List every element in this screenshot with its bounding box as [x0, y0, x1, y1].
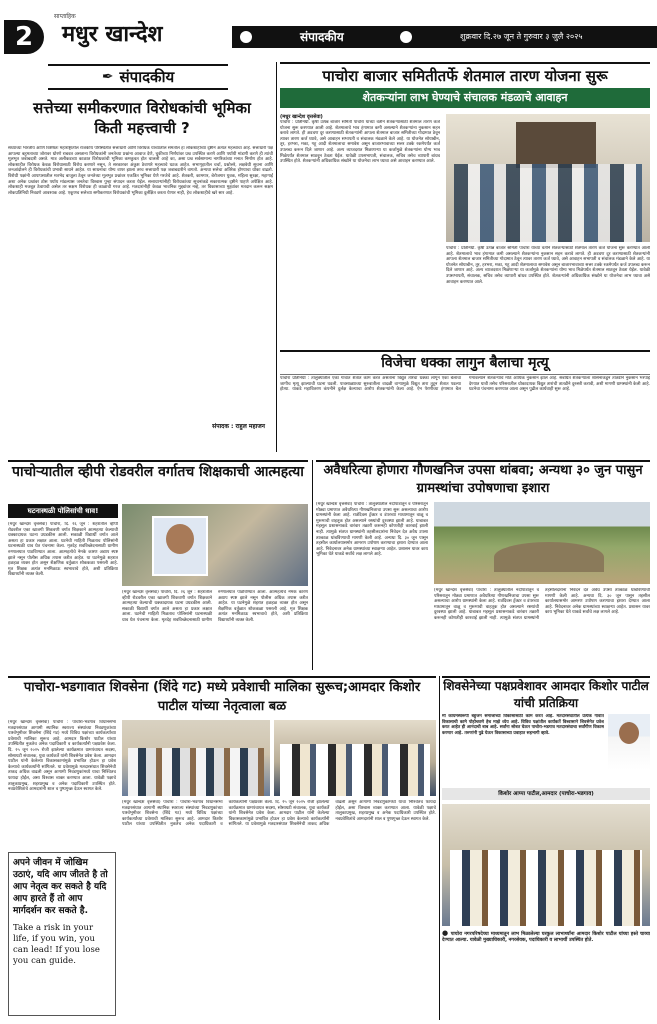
vip-road-photo: [122, 504, 308, 586]
issue-date: शुक्रवार दि.२७ जून ते गुरुवार ३ जुलै २०२५: [460, 32, 583, 41]
photo-people: [128, 748, 264, 796]
header-bar: [232, 26, 657, 48]
brand-logo: मधुर खान्देश: [62, 21, 163, 47]
quote-hindi: अपने जीवन में जोखिम उठाएं, यदि आप जीतते है तो आप नेतृत्व कर सकते है यदि आप हारते हैं तो आप मार्गदर्शन कर सकते है.: [13, 858, 108, 916]
editorial-label: संपादकीय: [119, 68, 175, 86]
reaction-quote: मी कायमस्वरूपी बहुजन समाजाच्या विकासासाठी काम करत आहे. मतदारसंघातील प्रत्येक गावात विकासाची कामे पोहोचवणे हेच माझे ध्येय आहे. विविध पक्षांतील कार्यकर्ते विश्वासाने शिवसेनेत प्रवेश करत आहेत ही आनंदाची बाब आहे. सर्वांना सोबत घेऊन पाचोरा-भडगाव मतदारसंघाचा सर्वांगीण विकास करणार आहे. तरुणांनी पुढे येऊन विकासाच्या प्रवाहात सहभागी व्हावे.: [442, 714, 604, 736]
lead-story: [280, 62, 650, 347]
lead-dateline: (मधुर खान्देश वृत्तसेवा): [280, 114, 323, 120]
shivsena-photo-2: [274, 720, 436, 796]
lead-body-right: पाचोरा : प्रतिनिधी. कृषी उत्पन्न बाजार समिती पाचोरा यांच्या वतीने शेतकऱ्यांसाठी शेतमाल तारण कर्ज योजना सुरू करण्यात आली आहे. शेतमालाचे भाव हंगामात कमी असल्याने शेतकऱ्यांना नुकसान सहन करावे लागते. ही अडचण दूर करण्यासाठी शेतकऱ्यांनी आपला शेतमाल बाजार समितीच्या गोदामात ठेवून त्यावर तारण कर्ज घ्यावे, असे आवाहन सभापती व संचालक मंडळाने केले आहे. या योजनेत सोयाबीन, तूर, हरभरा, मका, गहू आदी शेतमालाचा समावेश असून बाजारभावाच्या सत्तर टक्के रकमेपर्यंत कर्ज उपलब्ध करून दिले जाणार आहे. अल्प व्याजदरात मिळणाऱ्या या कर्जामुळे शेतकऱ्यांना योग्य भाव मिळेपर्यंत शेतमाल साठवून ठेवता येईल. यावेळी उपसभापती, संचालक, सचिव तसेच व्यापारी बांधव उपस्थित होते. शेतकऱ्यांनी अधिकाधिक संख्येने या योजनेचा लाभ घ्यावा असे आवाहन करण्यात आले.: [446, 246, 650, 285]
page-number: 2: [4, 20, 44, 54]
housing-caption-text: पाचोरा नगरपरिषदेच्या माध्यमातून लाभ मिळालेल्या घरकुल लाभार्थ्यांना आमदार किशोर पाटील यांच्या हस्ते चाव्या देण्यात आल्या. यावेळी मुख्याधिकारी, नगरसेवक, पदाधिकारी व लाभार्थी उपस्थित होते.: [442, 932, 650, 943]
mining-body-2: (मधुर खान्देश वृत्तसेवा) पाचोरा : तालुक्यातील नदीपात्रातून व परिसरातून मोठ्या प्रमाणात अवैधरित्या गौणखनिजाचा उपसा सुरू असल्याचा आरोप ग्रामस्थांनी केला आहे. रात्रंदिवस ट्रॅक्टर व डंपरच्या माध्यमातून वाळू व मुरूमाची वाहतूक होत असल्याने रस्त्यांची दुरवस्था झाली आहे. याबाबत महसूल प्रशासनाकडे वारंवार तक्रारी करूनही कोणतीही कारवाई झाली नाही. त्यामुळे संतप्त ग्रामस्थांनी तहसीलदारांना निवेदन देत अवैध उपसा तात्काळ थांबविण्याची मागणी केली आहे. अन्यथा दि. ३० जून पासून तहसील कार्यालयासमोर आमरण उपोषण करण्याचा इशारा देण्यात आला आहे. निवेदनावर अनेक ग्रामस्थांच्या स्वाक्षऱ्या आहेत. प्रशासन यावर काय भूमिका घेते याकडे सर्वांचे लक्ष लागले आहे.: [434, 588, 650, 621]
mound-shape: [494, 542, 604, 572]
housing-caption: [442, 930, 650, 1016]
photo-backdrop: [516, 122, 596, 168]
quill-icon: ✒: [101, 69, 114, 85]
mining-photo: [434, 502, 650, 584]
shivsena-headline: पाचोरा-भडगावात शिवसेना (शिंदे गट) मध्ये प्रवेशाची मालिका सुरूच;आमदार किशोर पाटील यांच्या नेतृत्वाला बळ: [8, 676, 436, 716]
editorial-headline: सत्तेच्या समीकरणात विरोधकांची भूमिका किती महत्त्वाची ?: [33, 99, 251, 137]
reaction-story: [442, 676, 650, 1020]
lightning-story: [280, 350, 650, 450]
quote-box: [8, 852, 116, 1016]
lead-headline: पाचोरा बाजार समितीतर्फे शेतमाल तारण योजना सुरू: [280, 62, 650, 88]
shivsena-body-2: (मधुर खान्देश वृत्तसेवा) पाचोरा : पाचोरा-भडगाव विधानसभा मतदारसंघात आगामी स्थानिक स्वराज्य संस्थांच्या निवडणुकांच्या पार्श्वभूमीवर शिवसेना (शिंदे गट) मध्ये विविध पक्षांच्या कार्यकर्त्यांच्या प्रवेशाची मालिका सुरूच आहे. आमदार किशोर पाटील यांच्या उपस्थितीत नुकतेच अनेक पदाधिकारी व कार्यकर्त्यांनी पक्षप्रवेश केला. दि. २५ जून २०२५ रोजी झालेल्या कार्यक्रमात ग्रामपंचायत सदस्य, सोसायटी संचालक, युवा कार्यकर्ते यांनी शिवसेनेत प्रवेश केला. आमदार पाटील यांनी केलेल्या विकासकामांमुळे प्रभावित होऊन हा प्रवेश केल्याचे कार्यकर्त्यांनी सांगितले. या प्रवेशामुळे मतदारसंघात शिवसेनेची ताकद अधिक वाढली असून आगामी निवडणुकांमध्ये याचा निश्चितच फायदा होईल, असा विश्वास व्यक्त करण्यात आला. यावेळी पक्षाचे तालुकाप्रमुख, शहरप्रमुख व अनेक पदाधिकारी उपस्थित होते. नवप्रवेशितांचे आमदारांनी शाल व पुष्पगुच्छ देऊन स्वागत केले.: [122, 800, 436, 828]
brand-tagline: साप्ताहिक: [54, 13, 76, 20]
vip-road-body-2: (मधुर खान्देश वृत्तसेवा) पाचोरा, दि. २६ जून : शहरातील व्हीपी रोडवरील एका खाजगी शिकवणी वर्गात शिक्षकाने आत्महत्या केल्याची धक्कादायक घटना उघडकीस आली. सकाळी विद्यार्थी वर्गात आले असता हा प्रकार लक्षात आला. घटनेची माहिती मिळताच पोलिसांनी घटनास्थळी धाव घेत पंचनामा केला. मृतदेह शवविच्छेदनासाठी ग्रामीण रुग्णालयात पाठविण्यात आला. आत्महत्येचे नेमके कारण अद्याप स्पष्ट झाले नसून पोलीस अधिक तपास करीत आहेत. या घटनेमुळे शहरात हळहळ व्यक्त होत असून शैक्षणिक वर्तुळात शोककळा पसरली आहे. मृत शिक्षक अत्यंत मनमिळाऊ स्वभावाचे होते, अशी प्रतिक्रिया विद्यार्थ्यांनी व्यक्त केली.: [122, 590, 308, 623]
editorial-body: सध्याच्या भारतीय आणि विशेषतः महाराष्ट्रातील राजकीय परिस्थितीत सत्ताधारी आणि विरोधक यांच्यातील समतोल हा लोकशाहीच्या दृष्टीने अत्यंत महत्त्वाचा आहे. सत्ताधारी पक्ष आपल्या बहुमताच्या जोरावर धोरणे राबवत असताना विरोधकांनी जनतेच्या प्रश्नांना आवाज देणे, चुकीच्या निर्णयांवर प्रश्न उपस्थित करणे आणि पर्यायी मांडणी करणे ही त्यांची मूलभूत जबाबदारी असते. मात्र अलीकडच्या काळात विरोधकांची भूमिका कमकुवत होत चालली आहे का, असा प्रश्न सर्वसामान्य नागरिकांच्या मनात निर्माण होत आहे. लोकशाहीत विरोधक केवळ विरोधासाठी विरोध करणारे नसून, ते सरकारवर अंकुश ठेवणारे महत्त्वाचे घटक आहेत. सभागृहातील चर्चा, प्रश्नोत्तरे, लक्षवेधी सूचना आणि जनआंदोलने ही विरोधकांची प्रभावी साधने आहेत. या साधनांचा योग्य वापर झाला तरच सत्ताधारी पक्ष जबाबदारीने वागतो. अन्यथा सत्तेचा अतिरेक होण्याचा धोका वाढतो. विरोधी पक्षांनी आपापसातील मतभेद बाजूला ठेवून जनतेच्या मूलभूत प्रश्नांवर एकत्रित भूमिका घेणे गरजेचे आहे. शेतकरी, कामगार, बेरोजगार युवक, महिला सुरक्षा, महागाई अशा अनेक प्रश्नांवर ठोस पर्याय मांडल्यास जनतेचा विश्वास पुन्हा संपादन करता येईल. सत्ताधाऱ्यांनीही विरोधकांच्या सूचनांकडे सकारात्मक दृष्टीने पाहणे अपेक्षित आहे. लोकशाही मजबूत ठेवायची असेल तर सक्षम विरोधक ही काळाची गरज आहे. मतदारांनीही केवळ भावनिक मुद्द्यांवर नव्हे, तर विकासाच्या मुद्द्यांवर मतदान करून सक्षम लोकप्रतिनिधी निवडणे आवश्यक आहे. एकूणच सत्तेच्या समीकरणात विरोधकांची भूमिका दुर्लक्षित करता येणार नाही, हेच लोकशाहीचे खरे सार आहे.: [8, 146, 273, 196]
mla-portrait: [608, 714, 650, 770]
masthead: [0, 0, 657, 58]
mining-body: (मधुर खान्देश वृत्तसेवा) पाचोरा : तालुक्यातील नदीपात्रातून व परिसरातून मोठ्या प्रमाणात अवैधरित्या गौणखनिजाचा उपसा सुरू असल्याचा आरोप ग्रामस्थांनी केला आहे. रात्रंदिवस ट्रॅक्टर व डंपरच्या माध्यमातून वाळू व मुरूमाची वाहतूक होत असल्याने रस्त्यांची दुरवस्था झाली आहे. याबाबत महसूल प्रशासनाकडे वारंवार तक्रारी करूनही कोणतीही कारवाई झाली नाही. त्यामुळे संतप्त ग्रामस्थांनी तहसीलदारांना निवेदन देत अवैध उपसा तात्काळ थांबविण्याची मागणी केली आहे. अन्यथा दि. ३० जून पासून तहसील कार्यालयासमोर आमरण उपोषण करण्याचा इशारा देण्यात आला आहे. निवेदनावर अनेक ग्रामस्थांच्या स्वाक्षऱ्या आहेत. प्रशासन यावर काय भूमिका घेते याकडे सर्वांचे लक्ष लागले आहे.: [316, 502, 428, 558]
ornament-icon: [240, 31, 252, 43]
section-label: संपादकीय: [300, 30, 344, 44]
photo-people: [454, 164, 642, 242]
reaction-headline: शिवसेनेच्या पक्षप्रवेशावर आमदार किशोर पाटील यांची प्रतिक्रिया: [442, 676, 650, 712]
portrait-face: [619, 722, 639, 744]
editorial-section: [8, 64, 273, 434]
shivsena-story: [8, 676, 436, 1020]
vip-road-tag: घटनास्थळी पोलिसांची धाव!: [8, 504, 118, 518]
shivsena-body: (मधुर खान्देश वृत्तसेवा) पाचोरा : पाचोरा-भडगाव विधानसभा मतदारसंघात आगामी स्थानिक स्वराज्य संस्थांच्या निवडणुकांच्या पार्श्वभूमीवर शिवसेना (शिंदे गट) मध्ये विविध पक्षांच्या कार्यकर्त्यांच्या प्रवेशाची मालिका सुरूच आहे. आमदार किशोर पाटील यांच्या उपस्थितीत नुकतेच अनेक पदाधिकारी व कार्यकर्त्यांनी पक्षप्रवेश केला. दि. २५ जून २०२५ रोजी झालेल्या कार्यक्रमात ग्रामपंचायत सदस्य, सोसायटी संचालक, युवा कार्यकर्ते यांनी शिवसेनेत प्रवेश केला. आमदार पाटील यांनी केलेल्या विकासकामांमुळे प्रभावित होऊन हा प्रवेश केल्याचे कार्यकर्त्यांनी सांगितले. या प्रवेशामुळे मतदारसंघात शिवसेनेची ताकद अधिक वाढली असून आगामी निवडणुकांमध्ये याचा निश्चितच फायदा होईल, असा विश्वास व्यक्त करण्यात आला. यावेळी पक्षाचे तालुकाप्रमुख, शहरप्रमुख व अनेक पदाधिकारी उपस्थित होते. नवप्रवेशितांचे आमदारांनी शाल व पुष्पगुच्छ देऊन स्वागत केले.: [8, 720, 116, 793]
vip-road-story: [8, 460, 308, 623]
photo-people: [280, 744, 430, 796]
lead-body-left: पाचोरा : प्रतिनिधी. कृषी उत्पन्न बाजार समिती पाचोरा यांच्या वतीने शेतकऱ्यांसाठी शेतमाल तारण कर्ज योजना सुरू करण्यात आली आहे. शेतमालाचे भाव हंगामात कमी असल्याने शेतकऱ्यांना नुकसान सहन करावे लागते. ही अडचण दूर करण्यासाठी शेतकऱ्यांनी आपला शेतमाल बाजार समितीच्या गोदामात ठेवून त्यावर तारण कर्ज घ्यावे, असे आवाहन सभापती व संचालक मंडळाने केले आहे. या योजनेत सोयाबीन, तूर, हरभरा, मका, गहू आदी शेतमालाचा समावेश असून बाजारभावाच्या सत्तर टक्के रकमेपर्यंत कर्ज उपलब्ध करून दिले जाणार आहे. अल्प व्याजदरात मिळणाऱ्या या कर्जामुळे शेतकऱ्यांना योग्य भाव मिळेपर्यंत शेतमाल साठवून ठेवता येईल. यावेळी उपसभापती, संचालक, सचिव तसेच व्यापारी बांधव उपस्थित होते. शेतकऱ्यांनी अधिकाधिक संख्येने या योजनेचा लाभ घ्यावा असे आवाहन करण्यात आले.: [280, 120, 440, 165]
ornament-icon: [400, 31, 412, 43]
photo-people: [450, 850, 642, 926]
vip-road-body: (मधुर खान्देश वृत्तसेवा) पाचोरा, दि. २६ जून : शहरातील व्हीपी रोडवरील एका खाजगी शिकवणी वर्गात शिक्षकाने आत्महत्या केल्याची धक्कादायक घटना उघडकीस आली. सकाळी विद्यार्थी वर्गात आले असता हा प्रकार लक्षात आला. घटनेची माहिती मिळताच पोलिसांनी घटनास्थळी धाव घेत पंचनामा केला. मृतदेह शवविच्छेदनासाठी ग्रामीण रुग्णालयात पाठविण्यात आला. आत्महत्येचे नेमके कारण अद्याप स्पष्ट झाले नसून पोलीस अधिक तपास करीत आहेत. या घटनेमुळे शहरात हळहळ व्यक्त होत असून शैक्षणिक वर्तुळात शोककळा पसरली आहे. मृत शिक्षक अत्यंत मनमिळाऊ स्वभावाचे होते, अशी प्रतिक्रिया विद्यार्थ्यांनी व्यक्त केली.: [8, 522, 118, 578]
column-divider: [439, 676, 440, 1020]
mla-caption: किशोर आप्पा पाटील,आमदार (पाचोरा-भडगाव): [442, 788, 650, 800]
shivsena-photo-1: [122, 720, 270, 796]
quote-english: Take a risk in your life, if you win, you can lead! If you lose you can guide.: [13, 923, 100, 966]
column-divider: [276, 62, 277, 452]
editorial-byline: संपादक : राहुल महाजन: [212, 423, 265, 430]
lead-subheadline: शेतकऱ्यांना लाभ घेण्याचे संचालक मंडळाचे आवाहन: [362, 91, 568, 104]
inset-face: [166, 524, 194, 554]
lead-photo: [446, 114, 650, 242]
housing-photo: [442, 804, 650, 926]
lightning-body: पाचोरा प्रतिनिधी : तालुक्यातील एका गावात शेतात काम करत असताना विद्युत तारेचा धक्का लागून एका बैलाचा जागीच मृत्यू झाल्याची घटना घडली. पावसाळ्याच्या सुरुवातीला वादळी वाऱ्यामुळे विद्युत तारा तुटून शेतात पडल्या होत्या. याकडे महावितरण कंपनीने दुर्लक्ष केल्याचा आरोप शेतकऱ्यांनी केला आहे. ऐन पेरणीच्या हंगामात बैल गमावल्याने शेतकऱ्याचे मोठे आर्थिक नुकसान झाले आहे. संबंधित शेतकऱ्याला शासनाकडून तातडीने नुकसान भरपाई देण्यात यावी तसेच परिसरातील धोकादायक विद्युत तारांची तातडीने दुरुस्ती करावी, अशी मागणी ग्रामस्थांनी केली आहे. घटनेचा पंचनामा करण्यात आला असून पुढील कार्यवाही सुरू आहे.: [280, 376, 650, 393]
column-divider: [312, 460, 313, 670]
editorial-label-box: [48, 64, 228, 90]
mining-story: [316, 460, 650, 670]
mining-headline: अवैधरित्या होणारा गौणखनिज उपसा थांबवा; अन्यथा ३० जुन पासुन ग्रामस्थांचा उपोषणाचा इशारा: [316, 460, 650, 498]
pin-icon: ●: [442, 930, 449, 937]
lightning-headline: विजेचा धक्का लागुन बैलाचा मृत्यू: [280, 350, 650, 375]
vip-road-headline: पाचोऱ्यातील व्हीपी रोडवरील वर्गातच शिक्षकाची आत्महत्या: [8, 460, 308, 482]
